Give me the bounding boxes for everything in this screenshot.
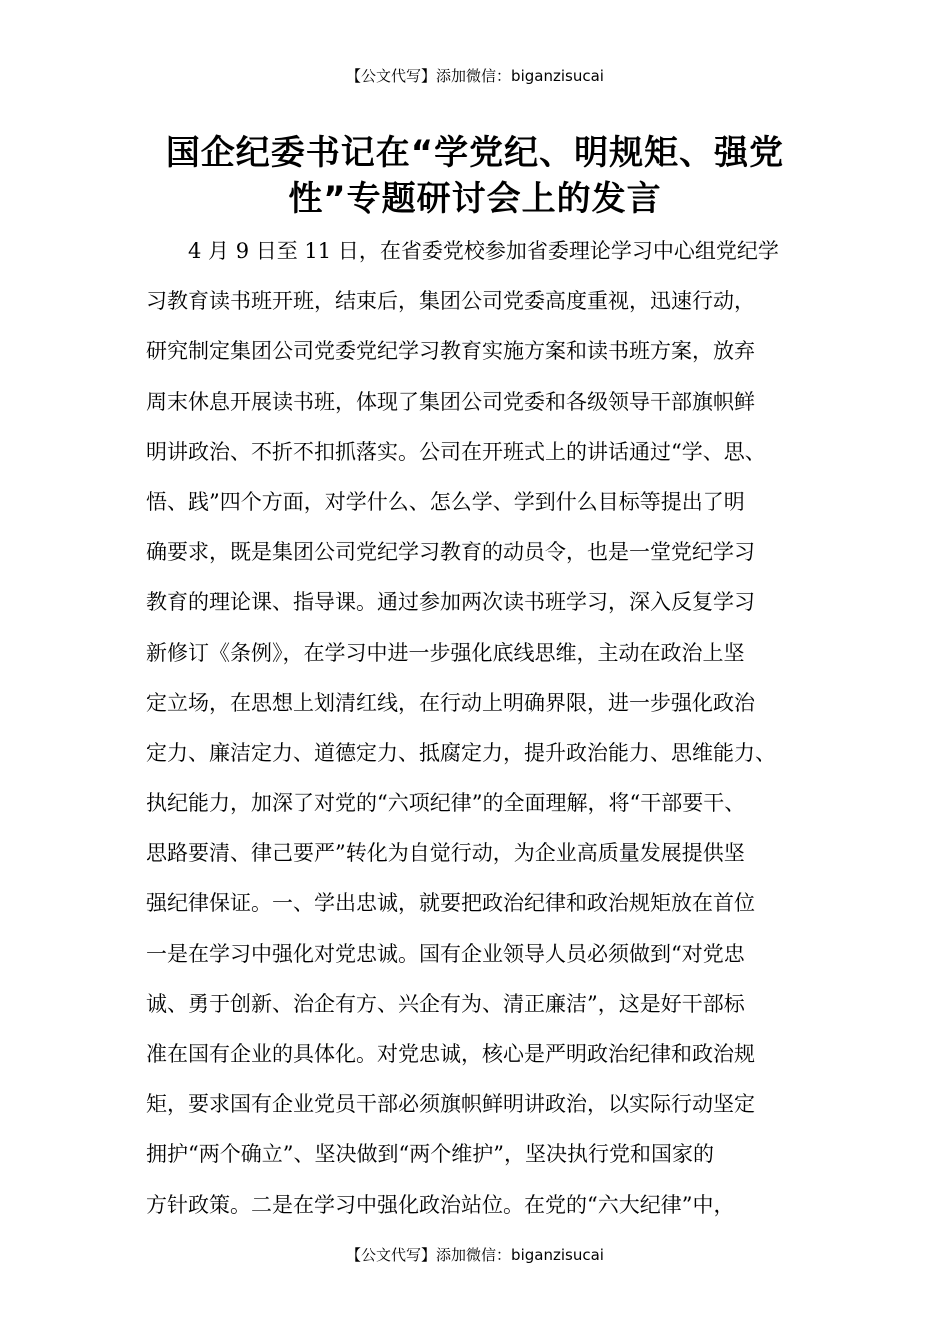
body-line: 诚、勇于创新、治企有方、兴企有为、清正廉洁”，这是好干部标 xyxy=(146,991,745,1016)
body-line: 准在国有企业的具体化。对党忠诚，核心是严明政治纪律和政治规 xyxy=(146,1042,755,1066)
body-line: 4 月 9 日至 11 日，在省委党校参加省委理论学习中心组党纪学 xyxy=(146,239,779,263)
body-line: 教育的理论课、指导课。通过参加两次读书班学习，深入反复学习 xyxy=(146,590,755,615)
body-line: 周末休息开展读书班，体现了集团公司党委和各级领导干部旗帜鲜 xyxy=(146,389,755,414)
body-line: 一是在学习中强化对党忠诚。国有企业领导人员必须做到“对党忠 xyxy=(146,941,745,966)
body-line: 悟、践”四个方面，对学什么、怎么学、学到什么目标等提出了明 xyxy=(146,489,745,514)
body-paragraph xyxy=(146,226,826,1230)
body-line: 新修订《条例》，在学习中进一步强化底线思维，主动在政治上坚 xyxy=(146,640,745,665)
body-line: 定力、廉洁定力、道德定力、抵腐定力，提升政治能力、思维能力、 xyxy=(146,740,776,765)
body-line: 研究制定集团公司党委党纪学习教育实施方案和读书班方案，放弃 xyxy=(146,339,755,364)
body-line: 定立场，在思想上划清红线，在行动上明确界限，进一步强化政治 xyxy=(146,690,755,715)
page-footer: 【公文代写】添加微信：biganzisucai xyxy=(346,1246,604,1264)
body-line: 矩，要求国有企业党员干部必须旗帜鲜明讲政治，以实际行动坚定 xyxy=(146,1092,755,1117)
document-title xyxy=(140,130,810,222)
body-line: 思路要清、律己要严”转化为自觉行动，为企业高质量发展提供坚 xyxy=(146,841,745,866)
body-line: 执纪能力，加深了对党的“六项纪律”的全面理解，将“干部要干、 xyxy=(146,791,746,816)
body-line: 明讲政治、不折不扣抓落实。公司在开班式上的讲话通过“学、思、 xyxy=(146,439,766,464)
body-line: 方针政策。二是在学习中强化政治站位。在党的“六大纪律”中， xyxy=(146,1192,735,1217)
body-line: 强纪律保证。一、学出忠诚，就要把政治纪律和政治规矩放在首位 xyxy=(146,891,755,916)
page-header: 【公文代写】添加微信：biganzisucai xyxy=(346,67,604,85)
body-line: 拥护“两个确立”、坚决做到“两个维护”，坚决执行党和国家的 xyxy=(146,1142,714,1167)
body-line: 确要求，既是集团公司党纪学习教育的动员令，也是一堂党纪学习 xyxy=(146,540,755,565)
body-line: 习教育读书班开班，结束后，集团公司党委高度重视，迅速行动， xyxy=(146,289,755,314)
title-line: 国企纪委书记在“学党纪、明规矩、强党 xyxy=(165,133,785,173)
title-line: 性”专题研讨会上的发言 xyxy=(288,179,662,219)
